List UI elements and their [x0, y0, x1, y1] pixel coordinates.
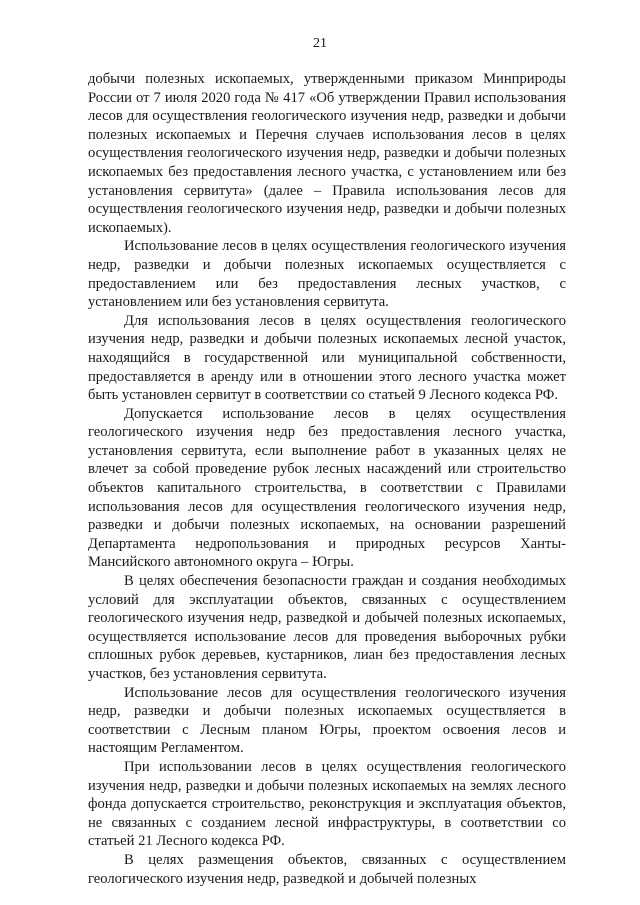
paragraph-1: добычи полезных ископаемых, утвержденными приказом Минприроды России от 7 июля 2020 года № 417 «Об утверждении Правил использования лесов для осуществления геологического изучения недр, разведки и добычи полезных ископаемых и Перечня случаев использования лесов в целях осуществления геологического изучения недр, разведки и добычи полезных ископаемых без предоставления лесного участка, с установлением или без установления сервитута» (далее – Правила использования лесов для осуществления геологического изучения недр, разведки и добычи полезных ископаемых). [88, 71, 566, 236]
paragraph-2: Использование лесов в целях осуществления геологического изучения недр, разведки и добычи полезных ископаемых осуществляется с предоставлением или без предоставления лесных участков, с установлением или без установления сервитута. [88, 238, 566, 311]
page-number: 21 [313, 36, 327, 51]
body-text [88, 70, 566, 888]
paragraph-4: Допускается использование лесов в целях осуществления геологического изучения недр без предоставления лесного участка, установления сервитута, если выполнение работ в указанных целях не влечет за собой проведение рубок лесных насаждений или строительство объектов капитального строительства, в соответствии с Правилами использования лесов для осуществления геологического изучения недр, разведки и добычи полезных ископаемых, на основании разрешений Департамента недропользования и природных ресурсов Ханты-Мансийского автономного округа – Югры. [88, 405, 566, 571]
paragraph-6: Использование лесов для осуществления геологического изучения недр, разведки и добычи полезных ископаемых осуществляется в соответствии с Лесным планом Югры, проектом освоения лесов и настоящим Регламентом. [88, 684, 566, 757]
paragraph-7: При использовании лесов в целях осуществления геологического изучения недр, разведки и добычи полезных ископаемых на землях лесного фонда допускается строительство, реконструкция и эксплуатация объектов, не связанных с созданием лесной инфраструктуры, в соответствии со статьей 21 Лесного кодекса РФ. [88, 758, 566, 850]
paragraph-3: Для использования лесов в целях осуществления геологического изучения недр, разведки и добычи полезных ископаемых лесной участок, находящийся в государственной или муниципальной собственности, предоставляется в аренду или в отношении этого лесного участка может быть установлен сервитут в соответствии со статьей 9 Лесного кодекса РФ. [88, 312, 566, 404]
paragraph-8: В целях размещения объектов, связанных с осуществлением геологического изучения недр, разведкой и добычей полезных [88, 851, 566, 887]
paragraph-5: В целях обеспечения безопасности граждан и создания необходимых условий для эксплуатации объектов, связанных с осуществлением геологического изучения недр, разведкой и добычей полезных ископаемых, осуществляется использование лесов для проведения выборочных рубки сплошных рубок деревьев, кустарников, лиан без предоставления лесных участков, без установления сервитута. [88, 573, 566, 682]
